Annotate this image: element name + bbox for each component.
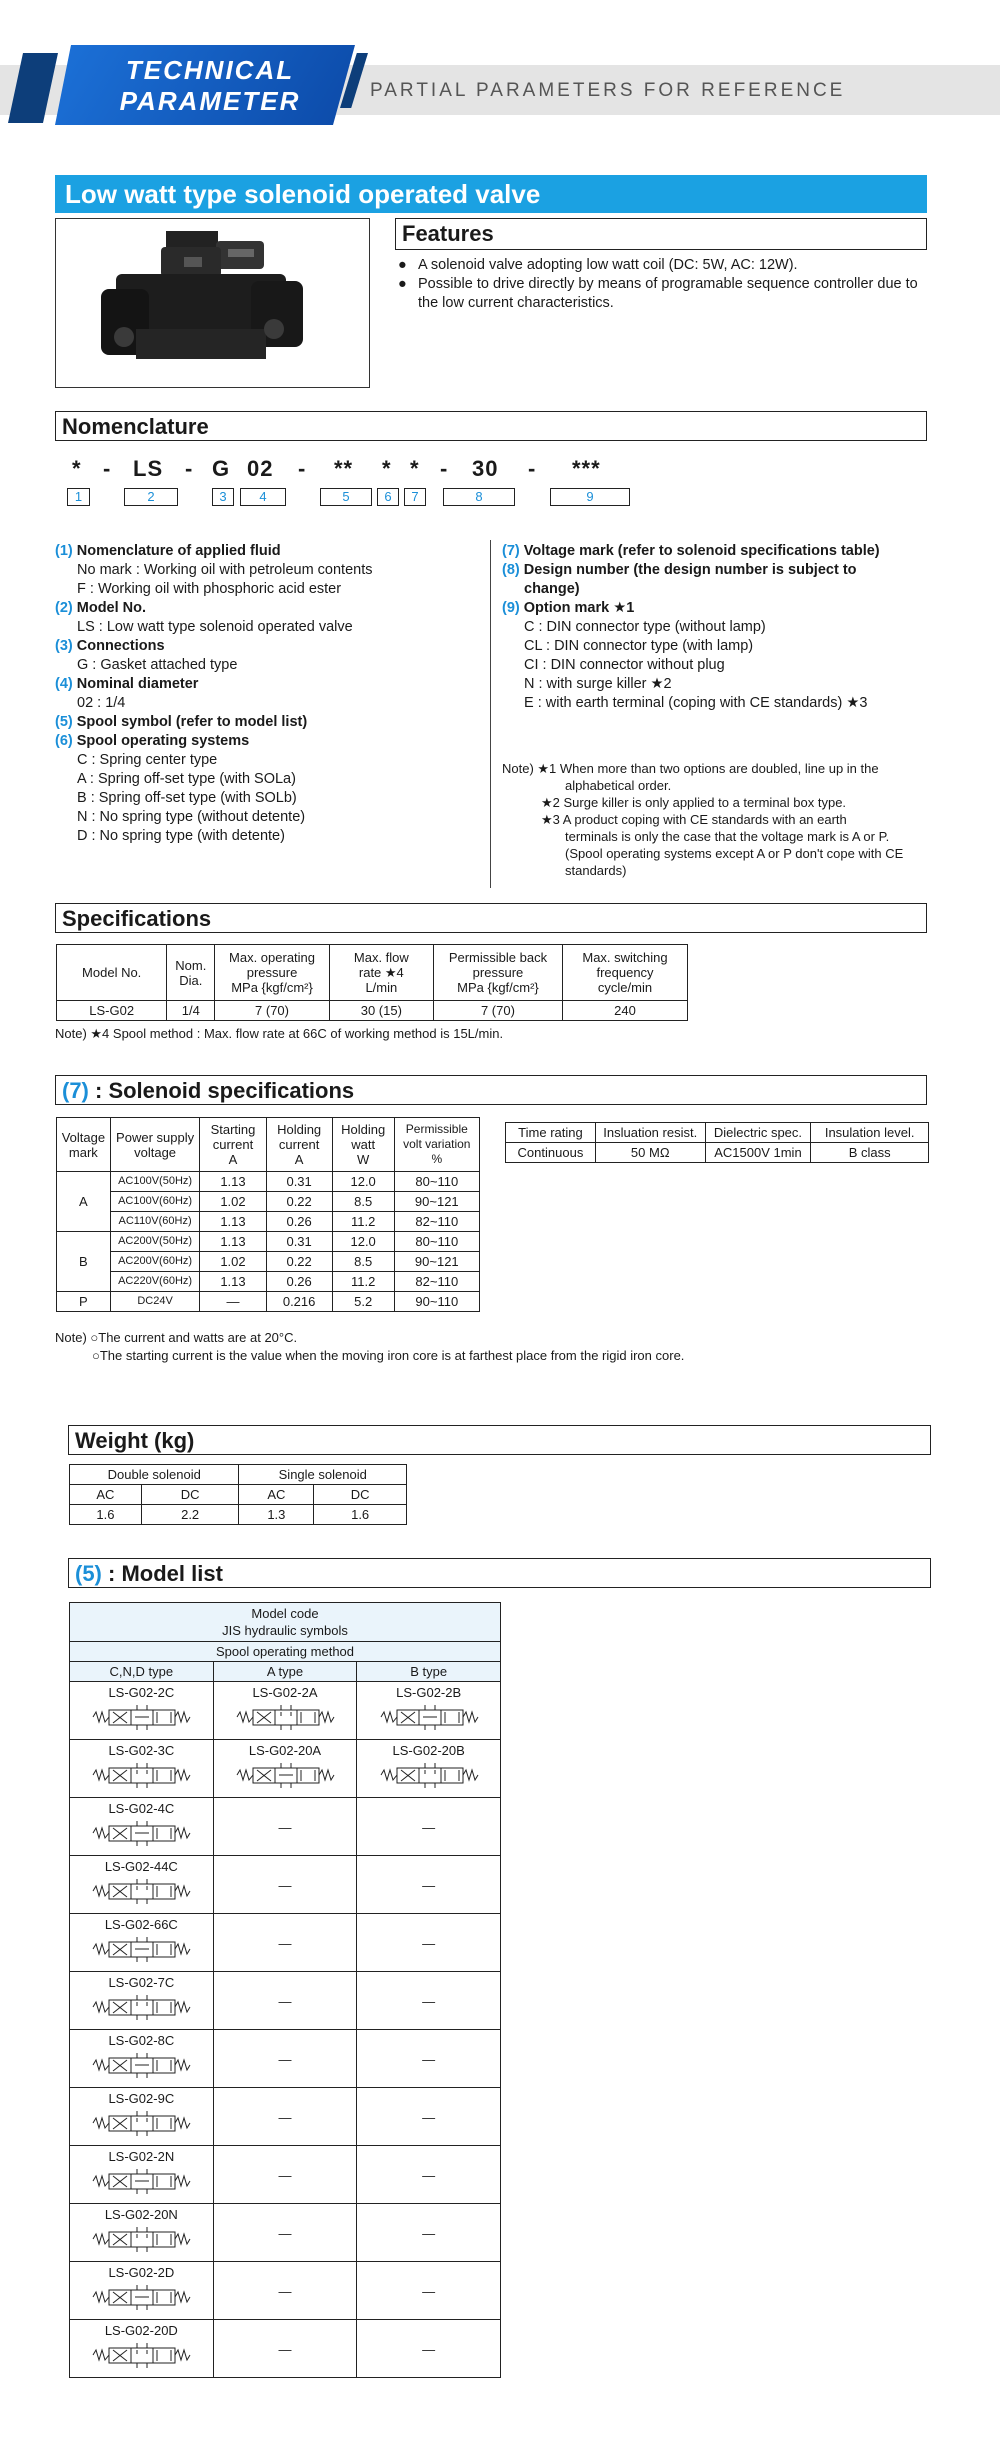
weight-sub-header: AC [70,1485,142,1505]
solenoid-header: Permissible volt variation % [394,1118,479,1172]
solenoid-cell: 0.22 [266,1252,332,1272]
nom-heading: Option mark ★1 [523,600,635,616]
code-part: LS [133,456,164,481]
note-line: ★2 Surge killer is only applied to a terminal box type. [541,795,847,810]
model-cell: — [213,1856,357,1914]
solenoid-cell: 0.22 [266,1192,332,1212]
weight-group-header: Double solenoid [70,1465,239,1485]
model-code: LS-G02-7C [108,1975,175,1990]
code-box: 5 [320,488,372,506]
model-cell: — [357,2262,501,2320]
solenoid-row [57,1292,480,1312]
solenoid-cell: 1.13 [200,1232,266,1252]
voltage-mark: B [57,1232,111,1292]
solenoid-header: Voltage mark [57,1118,111,1172]
nom-heading: change) [524,581,580,597]
code-box: 4 [240,488,286,506]
model-code: LS-G02-4C [108,1801,175,1816]
note-line: standards) [565,863,627,878]
model-cell: — [357,1914,501,1972]
model-cell [213,1682,357,1740]
model-code: LS-G02-9C [108,2091,175,2106]
banner-subtitle: PARTIAL PARAMETERS FOR REFERENCE [370,80,846,101]
model-cell: — [213,2088,357,2146]
model-row [70,2088,501,2146]
nom-item-9 [502,599,932,618]
header-banner [0,45,1000,125]
nom-heading: Nominal diameter [76,676,199,692]
nom-item-8 [502,561,932,580]
specifications-table [56,944,688,1021]
solenoid-cell: DC24V [110,1292,200,1312]
nom-heading: Design number (the design number is subject to [523,562,857,578]
code-box: 3 [212,488,234,506]
banner-title-line1: TECHNICAL [125,55,295,85]
product-photo [55,218,370,388]
model-code-header: Model code [251,1606,319,1621]
solenoid-row [57,1272,480,1292]
side-cell: AC1500V 1min [705,1143,811,1163]
hydraulic-symbol-icon [91,1991,191,2021]
nom-line: C : Spring center type [77,752,218,768]
weight-cell: 1.6 [70,1505,142,1525]
model-code: LS-G02-66C [104,1917,178,1932]
nom-line: A : Spring off-set type (with SOLa) [77,771,296,787]
code-part: - [103,456,112,481]
col-header: C,N,D type [70,1662,214,1682]
weight-group-header: Single solenoid [239,1465,407,1485]
model-row [70,2030,501,2088]
nom-item-4 [55,675,495,694]
nomenclature-right [502,542,932,713]
side-cell: 50 MΩ [595,1143,705,1163]
solenoid-cell: 1.13 [200,1272,266,1292]
code-part: G [212,456,231,481]
spec-header: Permissible back pressure MPa {kgf/cm²} [433,945,562,1001]
code-box: 6 [377,488,399,506]
note-line: (Spool operating systems except A or P don't cope with CE [565,846,904,861]
note-line: ★3 A product coping with CE standards with an earth [541,812,847,827]
side-header: Insulation level. [811,1123,929,1143]
spec-cell: 7 (70) [215,1001,330,1021]
model-code: LS-G02-2C [108,1685,175,1700]
spec-cell: 240 [563,1001,688,1021]
solenoid-cell: 0.31 [266,1172,332,1192]
solenoid-cell: 12.0 [332,1172,394,1192]
model-row [70,1914,501,1972]
hydraulic-symbol-icon [91,2049,191,2079]
hydraulic-symbol-icon [91,2339,191,2369]
weight-table [69,1464,407,1525]
nom-line: 02 : 1/4 [77,695,126,711]
nom-num: (6) [55,733,73,749]
nom-num: (1) [55,543,73,559]
model-cell: — [213,2030,357,2088]
model-list-title [68,1558,931,1588]
model-cell [357,1682,501,1740]
model-code: LS-G02-20D [104,2323,178,2338]
model-cell: — [357,2204,501,2262]
jis-symbols-header: JIS hydraulic symbols [222,1623,348,1638]
solenoid-header-row [57,1118,480,1172]
solenoid-cell: AC220V(60Hz) [110,1272,200,1292]
note-line: alphabetical order. [565,778,672,793]
nomenclature-left [55,542,495,846]
hydraulic-symbol-icon [235,1701,335,1731]
code-part: - [528,456,537,481]
nom-item-2 [55,599,495,618]
code-part: 02 [247,456,274,481]
spec-cell: 30 (15) [329,1001,433,1021]
col-header: B type [357,1662,501,1682]
model-cell [70,2146,214,2204]
hydraulic-symbol-icon [91,1817,191,1847]
solenoid-title [55,1075,927,1105]
nomenclature-divider [490,540,491,888]
code-part: * [382,456,392,481]
nom-item-6 [55,732,495,751]
solenoid-cell: 11.2 [332,1212,394,1232]
model-cell [70,2204,214,2262]
model-cell [70,2088,214,2146]
model-cell: — [213,1798,357,1856]
solenoid-cell: 80~110 [394,1172,479,1192]
solenoid-cell: — [200,1292,266,1312]
nom-item-5 [55,713,495,732]
model-cell [70,1682,214,1740]
code-box: 2 [124,488,178,506]
code-part: 30 [472,456,499,481]
solenoid-side-table [505,1122,929,1163]
code-part: - [440,456,449,481]
spec-header: Max. operating pressure MPa {kgf/cm²} [215,945,330,1001]
bullet-icon: ● [398,257,407,273]
code-part: ** [334,456,354,481]
solenoid-row [57,1172,480,1192]
nomenclature-title: Nomenclature [55,411,927,441]
solenoid-cell: 0.31 [266,1232,332,1252]
product-title: Low watt type solenoid operated valve [55,175,927,213]
solenoid-row [57,1252,480,1272]
model-row [70,2262,501,2320]
nom-line: N : No spring type (without detente) [77,809,306,825]
nom-item-7 [502,542,932,561]
bullet-icon: ● [398,276,407,292]
nom-num: (2) [55,600,73,616]
solenoid-cell: 0.216 [266,1292,332,1312]
feature-item: Possible to drive directly by means of programable sequence controller due to the low current characteristics. [418,276,918,311]
model-code: LS-G02-2D [108,2265,175,2280]
weight-cell: 2.2 [141,1505,239,1525]
specifications-title: Specifications [55,903,927,933]
code-box: 8 [443,488,515,506]
model-list-title-text: : Model list [101,1561,223,1586]
hydraulic-symbol-icon [379,1701,479,1731]
model-cell [70,1856,214,1914]
solenoid-table [56,1117,480,1312]
nom-num: (5) [55,714,73,730]
note-line: Note) ★1 When more than two options are doubled, line up in the [502,761,879,776]
nom-num: (9) [502,600,520,616]
model-cell: — [213,1914,357,1972]
solenoid-cell: 82~110 [394,1212,479,1232]
voltage-mark: P [57,1292,111,1312]
side-header: Insluation resist. [595,1123,705,1143]
nom-num: (4) [55,676,73,692]
weight-row [70,1505,407,1525]
weight-group-row [70,1465,407,1485]
weight-sub-header: AC [239,1485,314,1505]
spec-header-row [57,945,688,1001]
solenoid-cell: 5.2 [332,1292,394,1312]
model-cell: — [213,2262,357,2320]
col-header: A type [213,1662,357,1682]
model-code: LS-G02-3C [108,1743,175,1758]
spec-cell: 1/4 [167,1001,215,1021]
solenoid-row [57,1192,480,1212]
model-cell: — [357,2146,501,2204]
nom-line: No mark : Working oil with petroleum contents [77,562,373,578]
model-cell: — [213,2146,357,2204]
code-box: 7 [404,488,426,506]
solenoid-cell: 1.02 [200,1252,266,1272]
spec-header: Nom. Dia. [167,945,215,1001]
model-cell: — [357,1972,501,2030]
nom-line: G : Gasket attached type [77,657,238,673]
model-cell [70,1972,214,2030]
hydraulic-symbol-icon [91,2107,191,2137]
model-cell [70,1798,214,1856]
solenoid-cell: 90~121 [394,1252,479,1272]
code-box: 1 [67,488,90,506]
model-list-table [69,1602,501,2378]
solenoid-cell: 90~110 [394,1292,479,1312]
solenoid-cell: 1.13 [200,1172,266,1192]
hydraulic-symbol-icon [235,1759,335,1789]
solenoid-header: Holding current A [266,1118,332,1172]
model-row [70,1856,501,1914]
solenoid-cell: 1.02 [200,1192,266,1212]
solenoid-cell: AC110V(60Hz) [110,1212,200,1232]
nom-line: CL : DIN connector type (with lamp) [524,638,754,654]
model-row [70,1682,501,1740]
code-part: * [410,456,420,481]
nom-line: F : Working oil with phosphoric acid ester [77,581,342,597]
hydraulic-symbol-icon [91,1701,191,1731]
nom-item-1 [55,542,495,561]
weight-cell: 1.6 [314,1505,407,1525]
model-col-header-row [70,1662,501,1682]
nom-num: (7) [502,543,520,559]
model-header [70,1603,501,1642]
spool-method-header: Spool operating method [70,1642,501,1662]
code-box: 9 [550,488,630,506]
model-row [70,2204,501,2262]
model-cell: — [213,1972,357,2030]
code-part: * [72,456,82,481]
model-code: LS-G02-8C [108,2033,175,2048]
nom-heading: Spool operating systems [76,733,250,749]
features-title: Features [395,218,927,250]
side-row [506,1143,929,1163]
solenoid-cell: 0.26 [266,1272,332,1292]
model-row [70,2146,501,2204]
model-cell: — [357,2320,501,2378]
model-cell: — [213,2204,357,2262]
model-cell [70,2262,214,2320]
model-cell: — [357,2088,501,2146]
hydraulic-symbol-icon [91,2165,191,2195]
model-cell [70,2030,214,2088]
hydraulic-symbol-icon [379,1759,479,1789]
valve-image [56,219,368,386]
solenoid-cell: 0.26 [266,1212,332,1232]
solenoid-cell: AC100V(50Hz) [110,1172,200,1192]
model-header-row [70,1603,501,1642]
model-row [70,1798,501,1856]
hydraulic-symbol-icon [91,1759,191,1789]
solenoid-header: Holding watt W [332,1118,394,1172]
solenoid-cell: 8.5 [332,1252,394,1272]
solenoid-title-text: : Solenoid specifications [88,1078,355,1103]
model-code: LS-G02-2B [396,1685,462,1700]
model-list-title-num: (5) [75,1561,102,1586]
nom-line: D : No spring type (with detente) [77,828,285,844]
solenoid-cell: 11.2 [332,1272,394,1292]
nom-heading: Spool symbol (refer to model list) [76,714,308,730]
weight-sub-header: DC [314,1485,407,1505]
model-code: LS-G02-44C [104,1859,178,1874]
nom-line: LS : Low watt type solenoid operated valve [77,619,353,635]
solenoid-cell: AC200V(60Hz) [110,1252,200,1272]
nom-num: (8) [502,562,520,578]
model-cell [70,1740,214,1798]
model-cell [357,1740,501,1798]
solenoid-row [57,1232,480,1252]
model-cell [70,1914,214,1972]
nom-item-3 [55,637,495,656]
model-row [70,2320,501,2378]
solenoid-cell: 8.5 [332,1192,394,1212]
solenoid-cell: 1.13 [200,1212,266,1232]
solenoid-cell: 90~121 [394,1192,479,1212]
banner-title [100,55,320,117]
spec-header: Max. flow rate ★4 L/min [329,945,433,1001]
model-code: LS-G02-20B [392,1743,465,1758]
nom-heading: Nomenclature of applied fluid [76,543,281,559]
spec-note: Note) ★4 Spool method : Max. flow rate at 66C of working method is 15L/min. [55,1026,504,1041]
model-cell: — [357,1856,501,1914]
weight-sub-row [70,1485,407,1505]
hydraulic-symbol-icon [91,1875,191,1905]
weight-cell: 1.3 [239,1505,314,1525]
weight-title: Weight (kg) [68,1425,931,1455]
solenoid-cell: 80~110 [394,1232,479,1252]
side-header: Dielectric spec. [705,1123,811,1143]
model-cell: — [357,2030,501,2088]
nom-line: B : Spring off-set type (with SOLb) [77,790,297,806]
solenoid-header: Starting current A [200,1118,266,1172]
model-code: LS-G02-2N [108,2149,175,2164]
hydraulic-symbol-icon [91,1933,191,1963]
weight-sub-header: DC [141,1485,239,1505]
model-cell: — [213,2320,357,2378]
nom-line: CI : DIN connector without plug [524,657,725,673]
nom-line: E : with earth terminal (coping with CE standards) ★3 [524,695,868,711]
side-header: Time rating [506,1123,596,1143]
model-row [70,1740,501,1798]
solenoid-cell: AC100V(60Hz) [110,1192,200,1212]
model-header-row [70,1642,501,1662]
side-header-row [506,1123,929,1143]
hydraulic-symbol-icon [91,2223,191,2253]
solenoid-cell: 12.0 [332,1232,394,1252]
model-cell [213,1740,357,1798]
hydraulic-symbol-icon [91,2281,191,2311]
spec-row [57,1001,688,1021]
spec-header: Max. switching frequency cycle/min [563,945,688,1001]
solenoid-cell: AC200V(50Hz) [110,1232,200,1252]
nom-line: N : with surge killer ★2 [524,676,672,692]
nom-heading: Connections [76,638,165,654]
solenoid-cell: 82~110 [394,1272,479,1292]
feature-item: A solenoid valve adopting low watt coil (DC: 5W, AC: 12W). [418,257,798,273]
voltage-mark: A [57,1172,111,1232]
side-cell: B class [811,1143,929,1163]
model-code: LS-G02-20A [248,1743,322,1758]
banner-title-line2: PARAMETER [119,86,301,116]
solenoid-note-2: ○The starting current is the value when the moving iron core is at farthest place from the rigid iron core. [92,1348,685,1363]
solenoid-row [57,1212,480,1232]
code-part: *** [572,456,601,481]
model-code: LS-G02-20N [104,2207,178,2222]
nom-line: C : DIN connector type (without lamp) [524,619,766,635]
spec-cell: LS-G02 [57,1001,167,1021]
solenoid-note-1: Note) ○The current and watts are at 20°C. [55,1330,298,1345]
model-code: LS-G02-2A [252,1685,318,1700]
model-row [70,1972,501,2030]
spec-header: Model No. [57,945,167,1001]
nom-heading: Model No. [76,600,147,616]
nom-heading: Voltage mark (refer to solenoid specifications table) [523,543,880,559]
nom-num: (3) [55,638,73,654]
model-cell: — [357,1798,501,1856]
spec-cell: 7 (70) [433,1001,562,1021]
code-part: - [185,456,194,481]
nomenclature-notes [502,760,932,879]
solenoid-header: Power supply voltage [110,1118,200,1172]
note-line: terminals is only the case that the voltage mark is A or P. [565,829,890,844]
solenoid-title-num: (7) [62,1078,89,1103]
side-cell: Continuous [506,1143,596,1163]
model-cell [70,2320,214,2378]
code-part: - [298,456,307,481]
